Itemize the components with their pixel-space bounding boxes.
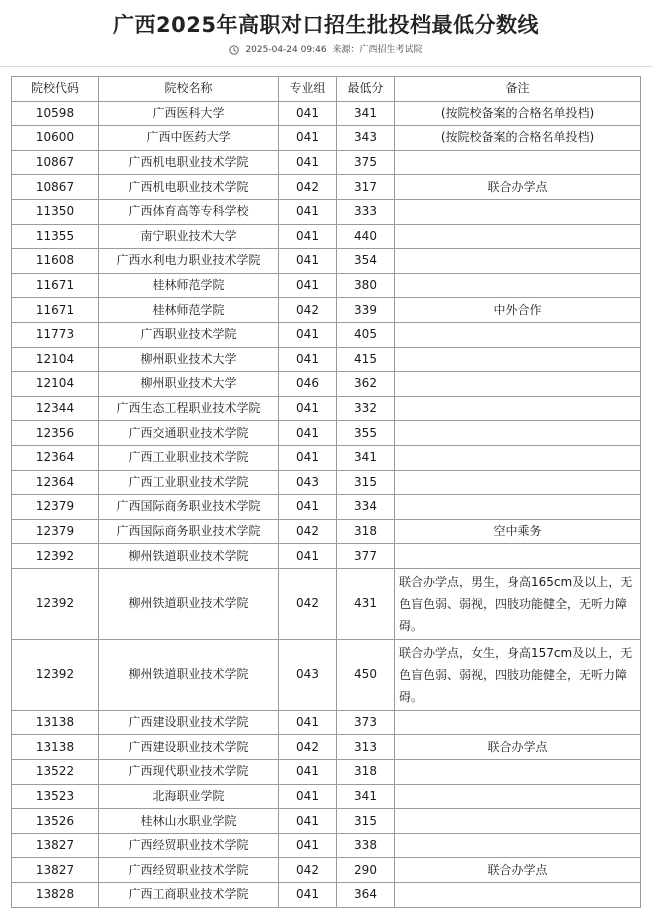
cell-min-score: 354: [337, 249, 395, 274]
header-min-score: 最低分: [337, 77, 395, 102]
cell-min-score: 364: [337, 883, 395, 908]
table-row: [12, 199, 641, 224]
cell-remark: 联合办学点，男生，身高165cm及以上，无色盲色弱、弱视，四肢功能健全，无听力障碍。: [395, 568, 641, 639]
cell-school-code: 13523: [12, 784, 99, 809]
cell-school-code: 10867: [12, 175, 99, 200]
cell-school-name: 柳州职业技术大学: [99, 372, 279, 397]
cell-school-name: 广西经贸职业技术学院: [99, 858, 279, 883]
cell-school-name: 广西国际商务职业技术学院: [99, 495, 279, 520]
cell-school-name: 广西机电职业技术学院: [99, 150, 279, 175]
cell-min-score: 380: [337, 273, 395, 298]
table-row: [12, 101, 641, 126]
cell-major-group: 041: [279, 495, 337, 520]
header-major-group: 专业组: [279, 77, 337, 102]
cell-school-code: 12104: [12, 347, 99, 372]
page-header: [0, 0, 652, 66]
table-row: [12, 126, 641, 151]
cell-major-group: 041: [279, 883, 337, 908]
cell-school-code: 10867: [12, 150, 99, 175]
cell-remark: [395, 833, 641, 858]
cell-school-name: 广西现代职业技术学院: [99, 760, 279, 785]
cell-major-group: 042: [279, 735, 337, 760]
cell-remark: [395, 150, 641, 175]
table-row: [12, 544, 641, 569]
cell-school-name: 桂林师范学院: [99, 298, 279, 323]
cell-school-code: 13138: [12, 710, 99, 735]
cell-min-score: 377: [337, 544, 395, 569]
table-header-row: [12, 77, 641, 102]
table-row: [12, 710, 641, 735]
table-row: [12, 519, 641, 544]
header-divider: [0, 66, 652, 67]
cell-major-group: 041: [279, 784, 337, 809]
cell-major-group: 041: [279, 710, 337, 735]
cell-school-code: 11671: [12, 273, 99, 298]
cell-school-name: 柳州铁道职业技术学院: [99, 639, 279, 710]
cell-remark: [395, 883, 641, 908]
cell-school-name: 北海职业学院: [99, 784, 279, 809]
cell-major-group: 041: [279, 101, 337, 126]
cell-school-code: 12104: [12, 372, 99, 397]
table-row: [12, 760, 641, 785]
table-row: [12, 298, 641, 323]
cell-major-group: 041: [279, 224, 337, 249]
cell-min-score: 315: [337, 470, 395, 495]
cell-school-code: 13526: [12, 809, 99, 834]
cell-remark: (按院校备案的合格名单投档): [395, 101, 641, 126]
cell-major-group: 042: [279, 298, 337, 323]
cell-min-score: 343: [337, 126, 395, 151]
source-text: 来源：广西招生考试院: [332, 45, 423, 55]
cell-min-score: 334: [337, 495, 395, 520]
cell-remark: 联合办学点: [395, 735, 641, 760]
cell-school-code: 11355: [12, 224, 99, 249]
cell-remark: 联合办学点: [395, 175, 641, 200]
table-row: [12, 735, 641, 760]
cell-school-code: 13522: [12, 760, 99, 785]
table-row: [12, 396, 641, 421]
cell-min-score: 341: [337, 445, 395, 470]
cell-school-code: 12392: [12, 544, 99, 569]
cell-major-group: 041: [279, 809, 337, 834]
cell-school-code: 12392: [12, 639, 99, 710]
cell-school-name: 广西医科大学: [99, 101, 279, 126]
cell-school-name: 柳州职业技术大学: [99, 347, 279, 372]
cell-min-score: 375: [337, 150, 395, 175]
cell-school-code: 13827: [12, 858, 99, 883]
table-row: [12, 150, 641, 175]
table-row: [12, 833, 641, 858]
table-row: [12, 322, 641, 347]
table-row: [12, 568, 641, 639]
cell-min-score: 339: [337, 298, 395, 323]
cell-school-name: 广西职业技术学院: [99, 322, 279, 347]
cell-major-group: 041: [279, 249, 337, 274]
table-row: [12, 224, 641, 249]
score-table-container: [11, 76, 640, 908]
cell-school-name: 柳州铁道职业技术学院: [99, 568, 279, 639]
cell-school-code: 12344: [12, 396, 99, 421]
cell-school-code: 10598: [12, 101, 99, 126]
cell-remark: [395, 784, 641, 809]
cell-major-group: 041: [279, 347, 337, 372]
cell-school-name: 广西建设职业技术学院: [99, 735, 279, 760]
header-remark: 备注: [395, 77, 641, 102]
cell-min-score: 362: [337, 372, 395, 397]
clock-icon: [229, 45, 239, 55]
cell-min-score: 405: [337, 322, 395, 347]
cell-school-name: 广西交通职业技术学院: [99, 421, 279, 446]
cell-min-score: 450: [337, 639, 395, 710]
cell-major-group: 041: [279, 396, 337, 421]
cell-school-code: 11608: [12, 249, 99, 274]
cell-school-name: 广西体育高等专科学校: [99, 199, 279, 224]
cell-min-score: 290: [337, 858, 395, 883]
cell-school-code: 13827: [12, 833, 99, 858]
cell-major-group: 041: [279, 199, 337, 224]
table-row: [12, 249, 641, 274]
cell-remark: [395, 470, 641, 495]
cell-school-name: 广西机电职业技术学院: [99, 175, 279, 200]
cell-min-score: 415: [337, 347, 395, 372]
cell-min-score: 341: [337, 784, 395, 809]
cell-school-name: 广西工商职业技术学院: [99, 883, 279, 908]
table-row: [12, 809, 641, 834]
cell-min-score: 431: [337, 568, 395, 639]
publish-datetime: 2025-04-24 09:46: [245, 45, 327, 55]
table-row: [12, 347, 641, 372]
cell-major-group: 041: [279, 126, 337, 151]
cell-major-group: 043: [279, 470, 337, 495]
cell-remark: 空中乘务: [395, 519, 641, 544]
cell-major-group: 041: [279, 322, 337, 347]
cell-min-score: 313: [337, 735, 395, 760]
cell-major-group: 041: [279, 760, 337, 785]
cell-school-code: 12379: [12, 495, 99, 520]
table-row: [12, 175, 641, 200]
cell-school-name: 桂林师范学院: [99, 273, 279, 298]
cell-remark: [395, 710, 641, 735]
cell-school-code: 11773: [12, 322, 99, 347]
cell-major-group: 042: [279, 858, 337, 883]
cell-major-group: 042: [279, 519, 337, 544]
cell-remark: [395, 322, 641, 347]
cell-min-score: 373: [337, 710, 395, 735]
cell-major-group: 041: [279, 150, 337, 175]
cell-school-name: 广西中医药大学: [99, 126, 279, 151]
cell-school-name: 广西水利电力职业技术学院: [99, 249, 279, 274]
cell-school-name: 南宁职业技术大学: [99, 224, 279, 249]
cell-school-name: 广西工业职业技术学院: [99, 445, 279, 470]
cell-school-name: 桂林山水职业学院: [99, 809, 279, 834]
cell-school-code: 12379: [12, 519, 99, 544]
cell-school-code: 13828: [12, 883, 99, 908]
cell-school-code: 10600: [12, 126, 99, 151]
cell-min-score: 318: [337, 760, 395, 785]
cell-major-group: 041: [279, 273, 337, 298]
table-row: [12, 421, 641, 446]
table-row: [12, 858, 641, 883]
cell-remark: 联合办学点: [395, 858, 641, 883]
cell-school-name: 广西生态工程职业技术学院: [99, 396, 279, 421]
table-row: [12, 372, 641, 397]
cell-major-group: 041: [279, 544, 337, 569]
cell-school-name: 广西国际商务职业技术学院: [99, 519, 279, 544]
cell-remark: [395, 544, 641, 569]
table-row: [12, 495, 641, 520]
table-row: [12, 883, 641, 908]
cell-min-score: 440: [337, 224, 395, 249]
cell-remark: [395, 249, 641, 274]
cell-major-group: 042: [279, 568, 337, 639]
cell-min-score: 355: [337, 421, 395, 446]
cell-school-name: 广西经贸职业技术学院: [99, 833, 279, 858]
table-row: [12, 639, 641, 710]
cell-remark: [395, 224, 641, 249]
table-row: [12, 445, 641, 470]
cell-school-code: 13138: [12, 735, 99, 760]
cell-school-code: 12392: [12, 568, 99, 639]
cell-school-code: 12364: [12, 445, 99, 470]
cell-school-name: 广西工业职业技术学院: [99, 470, 279, 495]
cell-min-score: 333: [337, 199, 395, 224]
cell-major-group: 041: [279, 421, 337, 446]
cell-remark: [395, 396, 641, 421]
cell-min-score: 338: [337, 833, 395, 858]
cell-school-code: 11671: [12, 298, 99, 323]
cell-remark: [395, 445, 641, 470]
header-school-code: 院校代码: [12, 77, 99, 102]
cell-remark: 中外合作: [395, 298, 641, 323]
cell-major-group: 042: [279, 175, 337, 200]
cell-school-name: 广西建设职业技术学院: [99, 710, 279, 735]
score-table: [11, 76, 641, 908]
header-school-name: 院校名称: [99, 77, 279, 102]
cell-major-group: 041: [279, 833, 337, 858]
cell-school-code: 12364: [12, 470, 99, 495]
table-row: [12, 273, 641, 298]
cell-school-code: 11350: [12, 199, 99, 224]
cell-remark: [395, 495, 641, 520]
table-row: [12, 470, 641, 495]
cell-remark: [395, 199, 641, 224]
cell-school-code: 12356: [12, 421, 99, 446]
cell-min-score: 315: [337, 809, 395, 834]
cell-remark: [395, 372, 641, 397]
cell-min-score: 318: [337, 519, 395, 544]
cell-remark: [395, 421, 641, 446]
cell-min-score: 341: [337, 101, 395, 126]
cell-major-group: 043: [279, 639, 337, 710]
article-meta: [0, 44, 652, 56]
cell-remark: [395, 809, 641, 834]
cell-remark: (按院校备案的合格名单投档): [395, 126, 641, 151]
cell-remark: [395, 273, 641, 298]
page-title: 广西2025年高职对口招生批投档最低分数线: [113, 13, 539, 37]
cell-major-group: 046: [279, 372, 337, 397]
cell-remark: 联合办学点，女生，身高157cm及以上，无色盲色弱、弱视，四肢功能健全，无听力障碍。: [395, 639, 641, 710]
cell-remark: [395, 760, 641, 785]
cell-remark: [395, 347, 641, 372]
cell-min-score: 317: [337, 175, 395, 200]
cell-school-name: 柳州铁道职业技术学院: [99, 544, 279, 569]
cell-major-group: 041: [279, 445, 337, 470]
table-row: [12, 784, 641, 809]
cell-min-score: 332: [337, 396, 395, 421]
